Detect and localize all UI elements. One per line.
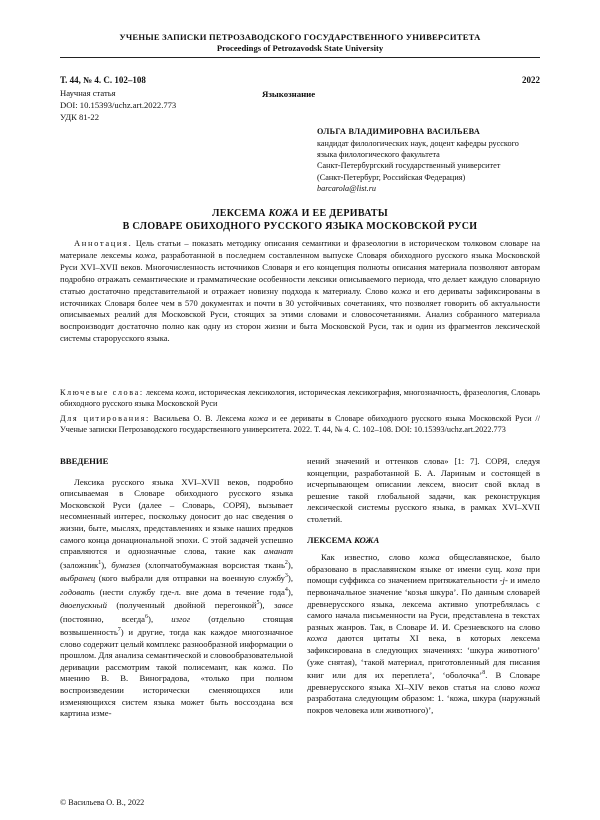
section-name: Языкознание	[262, 89, 316, 99]
intro-heading: ВВЕДЕНИЕ	[60, 456, 109, 466]
doi[interactable]: DOI: 10.15393/uchz.art.2022.773	[60, 100, 177, 110]
right-column	[307, 456, 540, 716]
abstract: Аннотация. Цель статьи – показать методику описания семантики и фразеологии в историческом толковом словаре на материале лексемы кожа, разработанной в последнем составленном выпуске Словаря обиходного русского языка Московской Руси XVI–XVII веков. Многочисленность источников Словаря и его концепция полноты описания материала позволяют авторам подробно отражать семантические и грамматические особенности лексики описываемого периода, что делает каждую словарную статью достаточно представительной и отражает новизну подхода к материалу. Слово кожа и его дериваты зафиксированы в источниках Словаря более чем в 570 документах и почти в 30 устойчивых сочетаниях, что позволяет говорить об актуальности описываемых реалий для Московской Руси, стоящих за этими словами и словосочетаниями. Анализ собранного материала воспроизводит достаточно полно как одну из сторон жизни и быта Московской Руси, так и один из фрагментов лексической системы старорусского языка.	[60, 238, 540, 344]
continued-paragraph: нений значений и оттенков слова» [1: 7]. СОРЯ, следуя концепции, разработанной Б. А. Лариным и состоящей в исчерпывающем описании лексем, вносит свой вклад в решение такой глобальной задачи, как реконструкция лексической системы русского языка, в рамках XVI–XVII столетий.	[307, 456, 540, 524]
abstract-label: Аннотация.	[74, 238, 133, 248]
journal-name-en: Proceedings of Petrozavodsk State University	[216, 43, 384, 53]
citation: Для цитирования: Васильева О. В. Лексема кожа и ее дериваты в Словаре обиходного русского языка Московской Руси // Ученые записки Петрозаводского государственного университета. 2022. Т. 44, № 4. С. 102–108. DOI: 10.15393/uchz.art.2022.773	[60, 414, 540, 434]
affiliation-line: языка филологического факультета	[317, 150, 440, 160]
volume-info: Т. 44, № 4. С. 102–108	[60, 75, 146, 85]
copyright: © Васильева О. В., 2022	[60, 798, 145, 807]
left-column	[60, 456, 293, 720]
keywords: Ключевые слова: лексема кожа, историческая лексикология, историческая лексикография, многозначность, фразеология, Словарь обиходного русского языка Московской Руси	[60, 388, 540, 408]
author-name: ОЛЬГА ВЛАДИМИРОВНА ВАСИЛЬЕВА	[317, 127, 481, 136]
affiliation-line: кандидат филологических наук, доцент кафедры русского	[317, 139, 519, 148]
affiliation-line: (Санкт-Петербург, Российская Федерация)	[317, 172, 466, 182]
publication-year: 2022	[522, 75, 540, 85]
affiliation-line: Санкт-Петербургский государственный университет	[317, 161, 501, 171]
intro-paragraph: Лексика русского языка XVI–XVII веков, подробно описываемая в Словаре обиходного русского языка Московской Руси (далее – Словарь, СОРЯ), вызывает несомненный интерес, поскольку доносит до нас сведения о жизни, быте, мыслях, представлениях и языке наших предков самого конца донациональной эпохи. С этой задачей успешно справляются и однозначные слова, такие как аманат (заложник$^1$), бумазея (хлопчатобумажная ворсистая ткань$^2$), выбранец (кого выбрали для отправки на военную службу$^3$), годовать (нести службу где-л. вне дома в течение года$^4$), двоепускный (полученный двойной перегонкой$^5$), завсе (постоянно, всегда$^6$), изгог (отдельно стоящая возвышенность$^7$) и другие, тогда как каждое многозначное слово содержит целый комплекс разнообразной информации о прошлом. Для анализа семантической и словообразовательной деривации рассмотрим такой полисемант, как кожа. По мнению В. В. Виноградова, «только при полном воспроизведении исторически сменяющихся или изменяющихся систем языка может быть воссоздана вся картина изме-	[60, 476, 293, 719]
lexeme-heading: ЛЕКСЕМА КОЖА	[307, 534, 380, 545]
article-title-line2: В СЛОВАРЕ ОБИХОДНОГО РУССКОГО ЯЗЫКА МОСКОВСКОЙ РУСИ	[122, 221, 478, 232]
citation-label: Для цитирования:	[60, 414, 150, 423]
article-title-line1: ЛЕКСЕМА КОЖА И ЕЕ ДЕРИВАТЫ	[212, 208, 388, 219]
keywords-label: Ключевые слова:	[60, 388, 144, 397]
author-email[interactable]: barcarola@list.ru	[317, 183, 377, 193]
journal-name-ru: УЧЕНЫЕ ЗАПИСКИ ПЕТРОЗАВОДСКОГО ГОСУДАРСТВЕННОГО УНИВЕРСИТЕТА	[119, 32, 481, 42]
lexeme-paragraph: Как известно, слово кожа общеславянское, было образовано в праславянском языке от имени сущ. коза при помощи суффикса со значением притяжательности -j- и имело первоначальное значение ‘козья шкура’. По данным словарей древнерусского языка, лексема активно употреблялась с самого начала письменности на Руси, представлена в текстах разных жанров. Так, в Словаре И. И. Срезневского на слово кожа даются цитаты XI века, в которых лексема зафиксирована в следующих значениях: ‘шкура животного’ (уже снятая), ‘такой материал, приготовленный для писания книг или для их переплета’, ‘оболочка’$^8$. В Словаре древнерусского языка XI–XIV веков статья на слово кожа разработана следующим образом: 1. ‘кожа, шкура (наружный покров человека или животного)’,	[307, 552, 540, 715]
udc: УДК 81-22	[60, 112, 100, 122]
article-type: Научная статья	[60, 88, 116, 98]
header-divider	[60, 57, 540, 58]
author-affiliation	[317, 138, 547, 194]
